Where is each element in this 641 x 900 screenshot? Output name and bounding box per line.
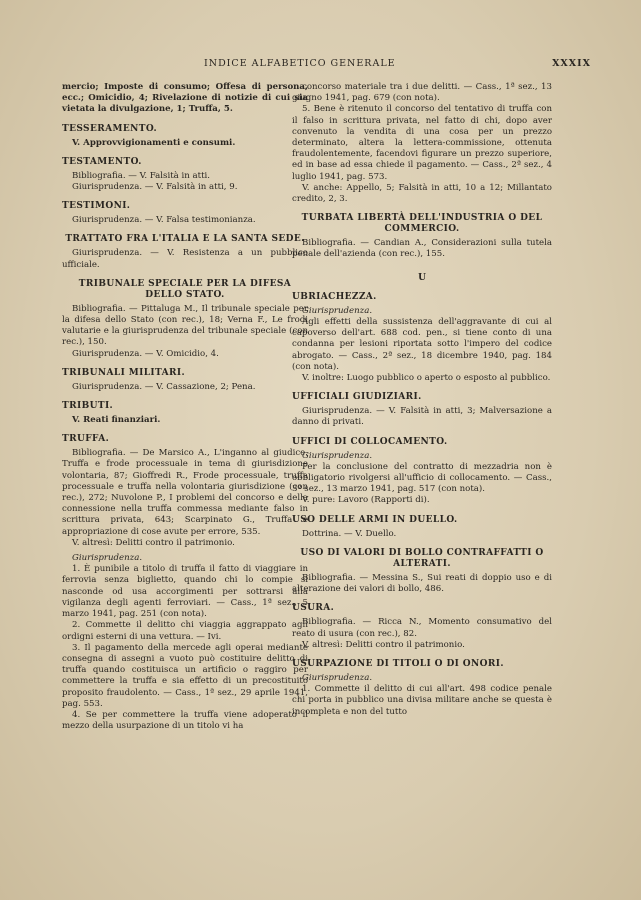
subheading-giurisprudenza: Giurisprudenza. (302, 672, 373, 683)
subheading-giurisprudenza: Giurisprudenza. (302, 305, 373, 316)
heading-testamento: TESTAMENTO. (62, 156, 142, 167)
entry-paragraph: 5. Bene è ritenuto il concorso del tentativo di truffa con il falso in scrittura privata, nel fatto di chi, dopo aver convenuto la vendita di una cosa per un prezzo determinato, altera la lettera-commissione, ottenuta fraudolentemente, facendovi figurare un prezzo superiore, ed in base ad essa chiede il pagamento. — Cass., 2ª sez., 4 luglio 1941, pag. 573. (292, 104, 552, 182)
entry-line: V. Reati finanziari. (72, 415, 161, 426)
entry-paragraph: Per la conclusione del contratto di mezzadria non è obbligatorio rivolgersi all'ufficio di collocamento. — Cass., 3ª sez., 13 marzo 1941, pag. 517 (con nota). (292, 461, 552, 495)
entry-paragraph: 1. Commette il delitto di cui all'art. 498 codice penale chi porta in pubblico una divisa militare anche se questa è incompleta e non del tutto (292, 684, 552, 717)
heading-usura: USURA. (292, 603, 335, 614)
entry-line: Giurisprudenza. — V. Resistenza a un pubblico ufficiale. (62, 248, 308, 270)
heading-tributi: TRIBUTI. (62, 401, 114, 412)
heading-testimoni: TESTIMONI. (62, 201, 131, 212)
left-column (62, 82, 308, 732)
heading-uffici-collocamento: UFFICI DI COLLOCAMENTO. (292, 436, 448, 447)
subheading-giurisprudenza: Giurisprudenza. (72, 553, 143, 564)
running-head (64, 58, 591, 72)
page-number: XXXIX (552, 58, 591, 69)
heading-uso-valori-bollo: USO DI VALORI DI BOLLO CONTRAFFATTI O ALTERATI. (300, 547, 544, 569)
entry-paragraph: 4. Se per commettere la truffa viene adoperato il mezzo della usurpazione di un titolo vi ha (62, 709, 308, 732)
entry-line: Bibliografia. — V. Falsità in atti. (72, 170, 211, 181)
entry-line: V. anche: Appello, 5; Falsità in atti, 10 a 12; Millantato credito, 2, 3. (292, 182, 552, 205)
heading-turbata-liberta: TURBATA LIBERTÀ DELL'INDUSTRIA O DEL COMMERCIO. (301, 213, 543, 235)
entry-line: Giurisprudenza. — V. Cassazione, 2; Pena. (72, 381, 256, 392)
entry-paragraph: 3. Il pagamento della mercede agli operai mediante consegna di assegni a vuoto può costituire delitto di truffa quando costituisca un artificio o raggiro per commettere la truffa e sia effetto di un precostituito proposito fraudolento. — Cass., 1ª sez., 29 aprile 1941, pag. 553. (62, 642, 308, 709)
entry-line: V. altresì: Delitti contro il patrimonio. (302, 639, 465, 650)
heading-tribunali-militari: TRIBUNALI MILITARI. (62, 367, 186, 378)
entry-paragraph: 2. Commette il delitto chi viaggia aggrappato agli ordigni esterni di una vettura. — Ivi. (62, 620, 308, 642)
section-letter: U (418, 272, 426, 283)
intro-entry: mercio; Imposte di consumo; Offesa di persona, ecc.; Omicidio, 4; Rivelazione di notizie di cui sia vietata la divulgazione, 1; Truffa, 5. (62, 82, 308, 115)
entry-line: V. inoltre: Luogo pubblico o aperto o esposto al pubblico. (302, 373, 551, 384)
heading-tribunale-speciale: TRIBUNALE SPECIALE PER LA DIFESA DELLO STATO. (78, 278, 292, 300)
entry-bibliography: Bibliografia. — Pittaluga M., Il tribunale speciale per la difesa dello Stato (con rec.), 18; Verna F., Le frodi valutarie e la giurisprudenza del tribunale speciale (con rec.), 150. (62, 303, 308, 348)
heading-uso-armi: USO DELLE ARMI IN DUELLO. (292, 514, 458, 525)
entry-ref: V. Approvvigionamenti e consumi. (72, 137, 236, 148)
entry-bibliography: Bibliografia. — Candian A., Considerazioni sulla tutela penale dell'azienda (con rec.), 155. (292, 238, 552, 260)
entry-line: V. altresì: Delitti contro il patrimonio. (72, 537, 235, 548)
entry-paragraph: 1. È punibile a titolo di truffa il fatto di viaggiare in ferrovia senza biglietto, quando chi lo compie si nasconde od usa accorgimenti per sottrarsi alla vigilanza degli agenti ferroviari. — Cass., 1ª sez., 5 marzo 1941, pag. 251 (con nota). (62, 564, 308, 620)
entry-paragraph: Agli effetti della sussistenza dell'aggravante di cui al capoverso dell'art. 688 cod. pen., si tiene conto di una condanna per lesioni riportata sotto l'impero del codice abrogato. — Cass., 2ª sez., 18 dicembre 1940, pag. 184 (con nota). (292, 317, 552, 372)
entry-bibliography: Bibliografia. — De Marsico A., L'inganno al giudice. Truffa e frode processuale in tema di giurisdizione volontaria, 87; Gioffredi R., Frode processuale, truffa processuale e truffa nella volontaria giurisdizione (con rec.), 272; Nuvolone P., I problemi del concorso e della connessione nella truffa commessa mediante falso in scrittura privata, 643; Scarpinato G., Truffa e appropriazione di cose avute per errore, 535. (62, 448, 308, 537)
heading-tesseramento: TESSERAMENTO. (62, 123, 158, 134)
subheading-giurisprudenza: Giurisprudenza. (302, 450, 373, 461)
entry-line: Giurisprudenza. — V. Falsa testimonianza. (72, 215, 256, 226)
entry-line: Giurisprudenza. — V. Falsità in atti, 3; Malversazione a danno di privati. (292, 406, 552, 428)
heading-ufficiali-giudiziari: UFFICIALI GIUDIZIARI. (292, 392, 422, 403)
entry-bibliography: Bibliografia. — Messina S., Sui reati di doppio uso e di alterazione dei valori di bollo, 486. (292, 572, 552, 595)
heading-trattato: TRATTATO FRA L'ITALIA E LA SANTA SEDE. (65, 234, 305, 245)
entry-line: Dottrina. — V. Duello. (302, 528, 397, 539)
entry-line: Giurisprudenza. — V. Falsità in atti, 9. (72, 182, 238, 193)
heading-truffa: TRUFFA. (62, 434, 110, 445)
right-column (292, 82, 552, 718)
heading-usurpazione: USURPAZIONE DI TITOLI O DI ONORI. (292, 658, 504, 669)
running-title: INDICE ALFABETICO GENERALE (204, 58, 396, 69)
entry-line: Giurisprudenza. — V. Omicidio, 4. (72, 348, 219, 359)
heading-ubriachezza: UBRIACHEZZA. (292, 291, 377, 302)
entry-bibliography: Bibliografia. — Ricca N., Momento consumativo del reato di usura (con rec.), 82. (292, 617, 552, 639)
entry-paragraph: concorso materiale tra i due delitti. — Cass., 1ª sez., 13 giugno 1941, pag. 679 (con nota). (292, 82, 552, 104)
entry-line: V. pure: Lavoro (Rapporti di). (302, 495, 430, 506)
